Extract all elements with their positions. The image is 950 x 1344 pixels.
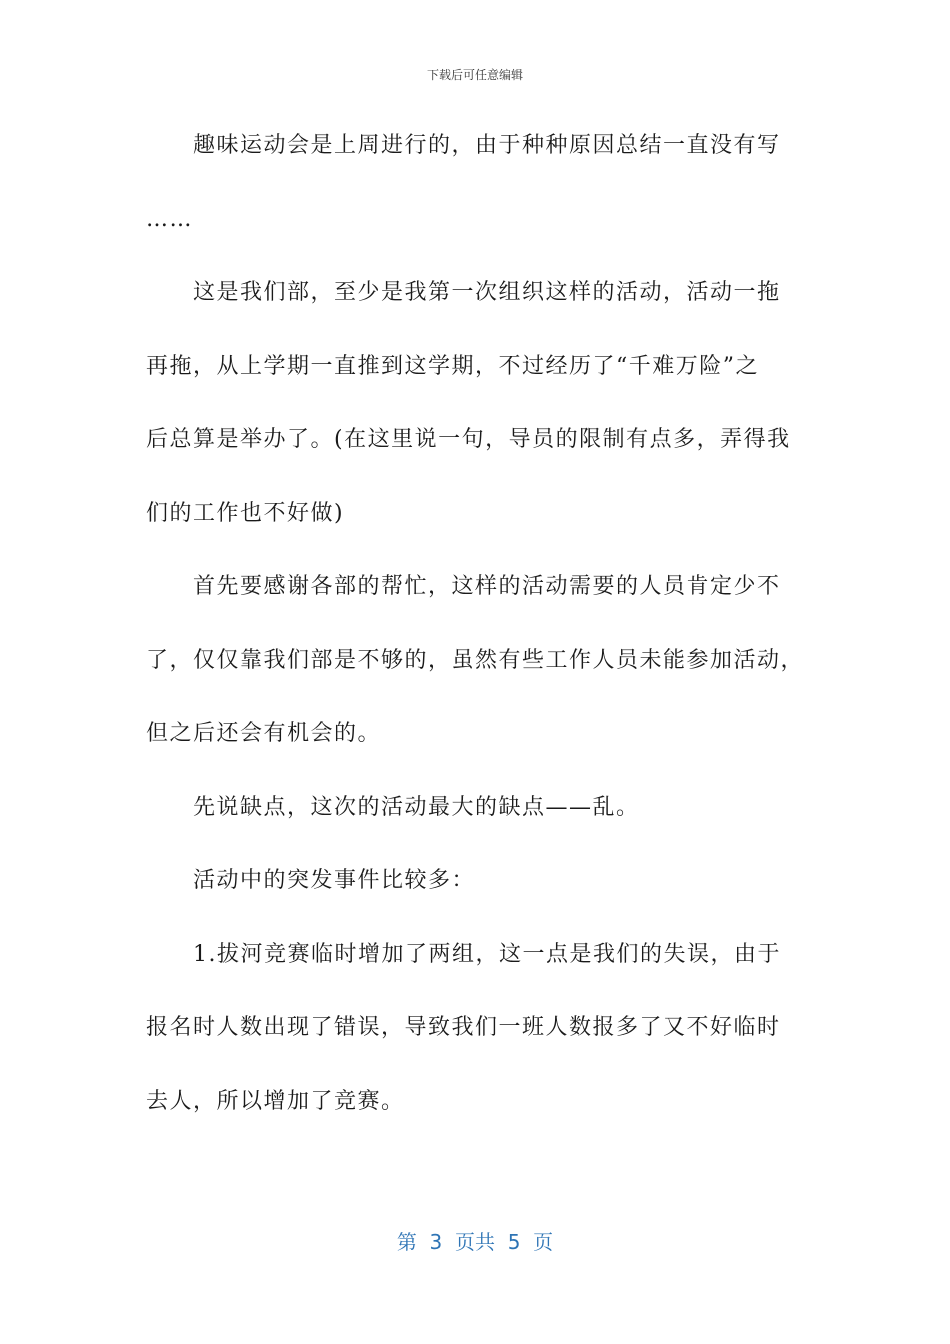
- paragraph-line: 首先要感谢各部的帮忙，这样的活动需要的人员肯定少不: [193, 574, 781, 599]
- paragraph-line: 活动中的突发事件比较多：: [193, 868, 476, 893]
- paragraph-line: 1.拔河竞赛临时增加了两组，这一点是我们的失误，由于: [193, 941, 781, 967]
- paragraph-line: 报名时人数出现了错误，导致我们一班人数报多了又不好临时: [146, 1015, 781, 1040]
- paragraph-line: 再拖，从上学期一直推到这学期，不过经历了“千难万险”之: [146, 353, 759, 379]
- paragraph-line: ……: [146, 206, 193, 232]
- paragraph-line: 这是我们部，至少是我第一次组织这样的活动，活动一拖: [193, 280, 781, 305]
- page-number-footer: 第 3 页共 5 页: [396, 1230, 554, 1254]
- paragraph-line: 先说缺点，这次的活动最大的缺点——乱。: [193, 794, 640, 820]
- paragraph-line: 去人，所以增加了竞赛。: [146, 1088, 405, 1114]
- paragraph-line: 了，仅仅靠我们部是不够的，虽然有些工作人员未能参加活动，: [146, 647, 805, 673]
- header-note: 下载后可任意编辑: [426, 68, 523, 82]
- paragraph-line: 但之后还会有机会的。: [146, 721, 382, 746]
- document-body: [146, 118, 806, 1147]
- paragraph-line: 趣味运动会是上周进行的，由于种种原因总结一直没有写: [193, 133, 781, 158]
- paragraph-line: 们的工作也不好做): [146, 500, 345, 526]
- paragraph-line: 后总算是举办了。(在这里说一句，导员的限制有点多，弄得我: [146, 427, 791, 452]
